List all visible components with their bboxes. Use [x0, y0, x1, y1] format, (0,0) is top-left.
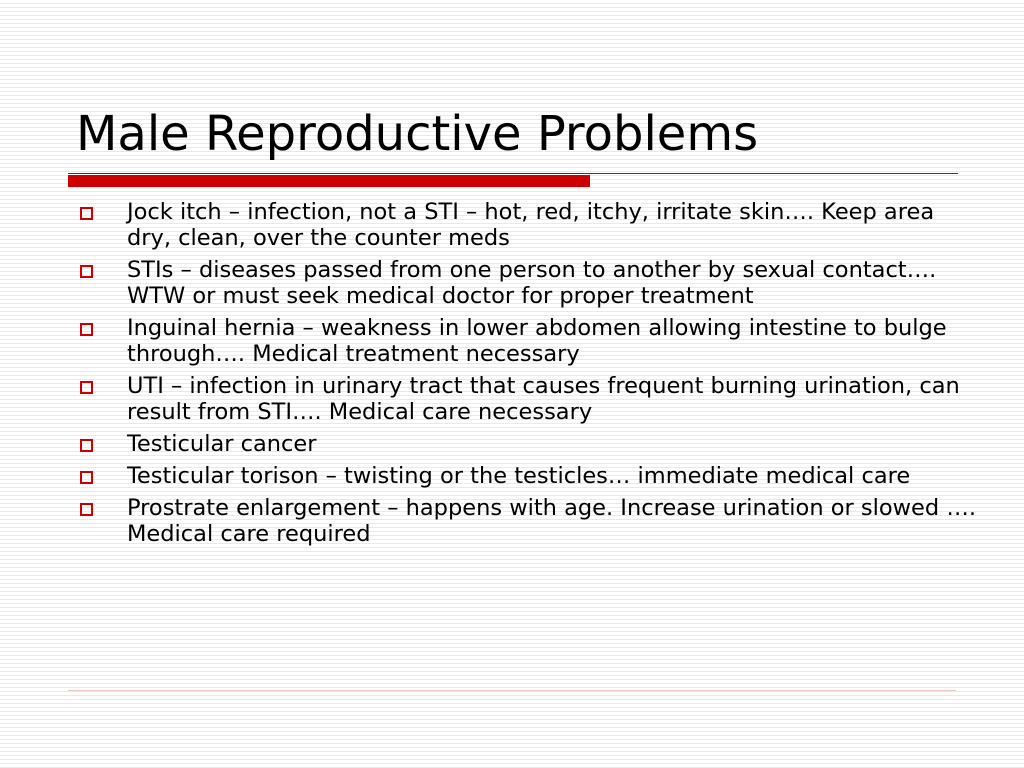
bullet-item [76, 463, 976, 489]
bullet-text: Testicular torison – twisting or the testicles… immediate medical care [127, 463, 911, 489]
bullet-item [76, 199, 976, 251]
bullet-item [76, 431, 976, 457]
bullet-text: Prostrate enlargement – happens with age. Increase urination or slowed …. Medical care required [127, 495, 976, 547]
bullet-text: Inguinal hernia – weakness in lower abdomen allowing intestine to bulge through…. Medical treatment necessary [127, 315, 947, 367]
title-underline-rule [68, 173, 958, 174]
slide-title: Male Reproductive Problems [76, 106, 759, 162]
hollow-square-icon [80, 471, 93, 484]
title-accent-bar [68, 175, 590, 187]
hollow-square-icon [80, 503, 93, 516]
hollow-square-icon [80, 381, 93, 394]
bullet-text: STIs – diseases passed from one person to another by sexual contact…. WTW or must seek medical doctor for proper treatment [127, 257, 937, 309]
bullet-text: Testicular cancer [127, 431, 317, 457]
bullet-item [76, 495, 976, 547]
bullet-list [76, 199, 976, 553]
bullet-text: UTI – infection in urinary tract that causes frequent burning urination, can result from STI…. Medical care necessary [127, 373, 960, 425]
footer-rule [68, 690, 956, 691]
bullet-item [76, 373, 976, 425]
hollow-square-icon [80, 323, 93, 336]
hollow-square-icon [80, 207, 93, 220]
hollow-square-icon [80, 439, 93, 452]
bullet-item [76, 315, 976, 367]
bullet-text: Jock itch – infection, not a STI – hot, red, itchy, irritate skin…. Keep area dry, clean, over the counter meds [127, 199, 935, 251]
bullet-item [76, 257, 976, 309]
hollow-square-icon [80, 265, 93, 278]
